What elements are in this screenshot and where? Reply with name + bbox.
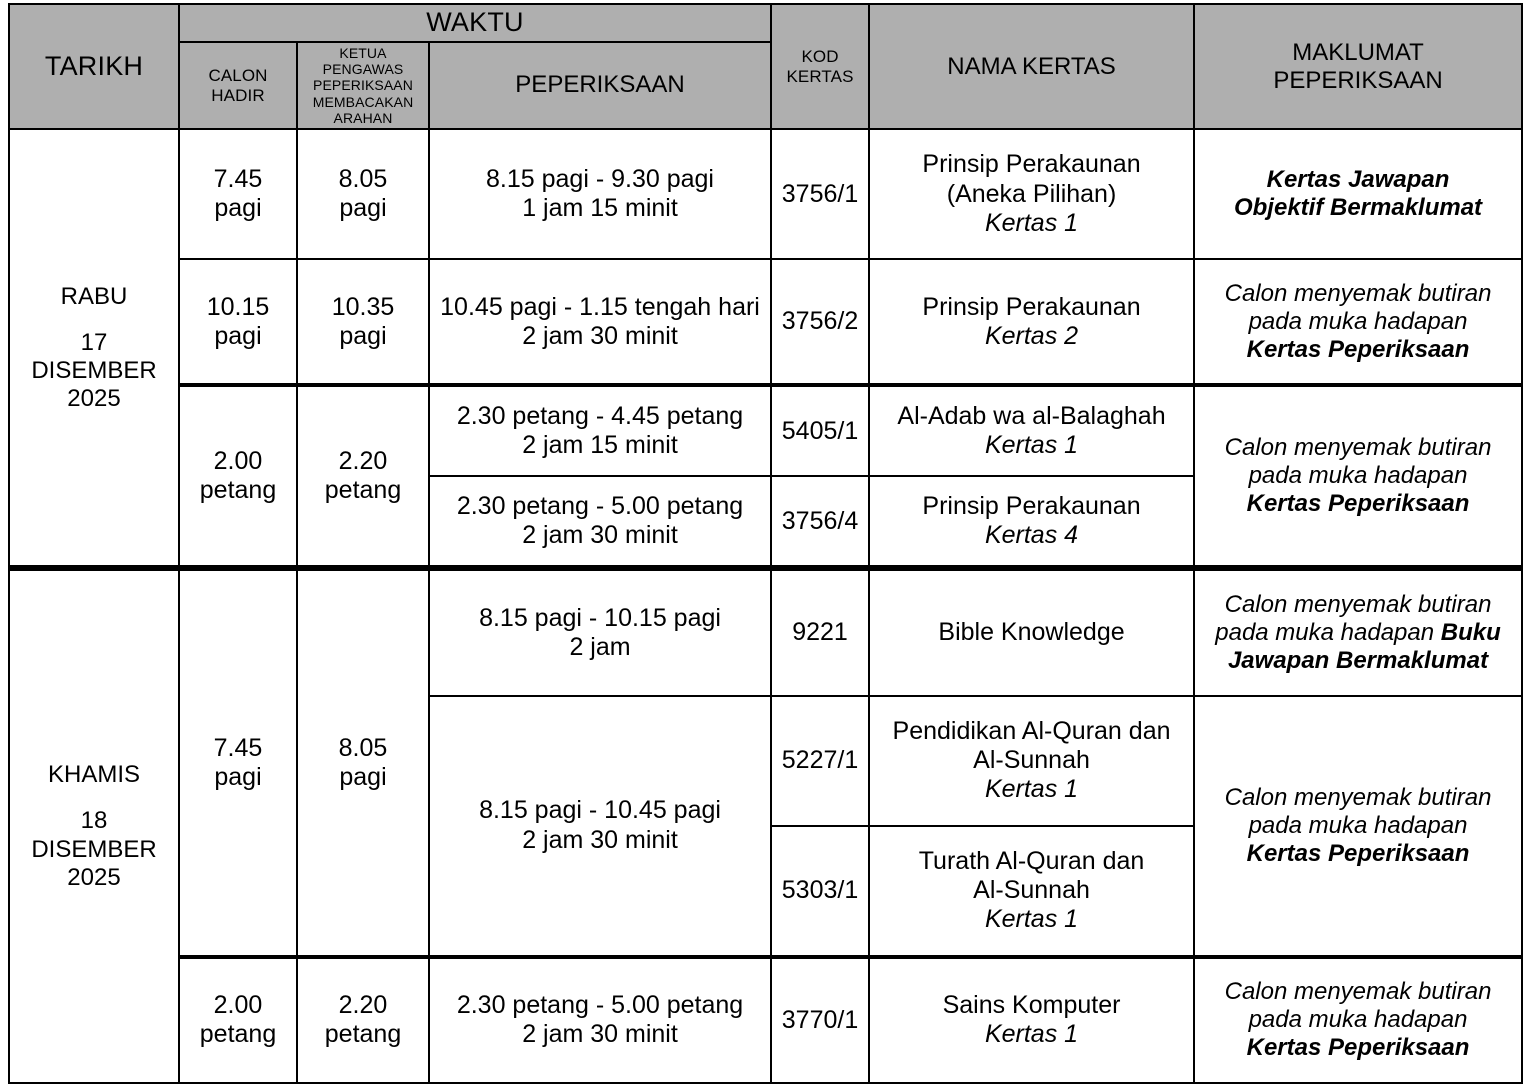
paper-name-line-1: Turath Al-Quran dan [918,846,1145,875]
exam-duration: 2 jam [569,632,631,661]
calon-hadir-line-2: HADIR [211,85,265,105]
time-line-1: 8.05 [338,165,388,194]
paper-name-line-2: Al-Sunnah [973,875,1090,904]
time-line-1: 7.45 [213,733,263,762]
ketua-line-5: ARAHAN [333,110,393,127]
ketua-pengawas-time [297,259,429,385]
paper-name-kertas: Kertas 1 [984,905,1079,934]
day-name: KHAMIS [47,761,140,789]
exam-time-range: 8.15 pagi - 10.15 pagi [479,603,721,632]
date-cell-khamis [9,568,179,1083]
exam-info-cell [1194,385,1522,568]
exam-time-range: 10.45 pagi - 1.15 tengah hari [440,292,760,321]
table-body [9,129,1522,1083]
table-row [9,957,1522,1083]
col-header-waktu: WAKTU [179,4,771,42]
paper-name-cell [869,568,1194,696]
paper-name-kertas: Kertas 4 [984,521,1079,550]
paper-name-kertas: Kertas 1 [984,775,1079,804]
col-header-nama-kertas: NAMA KERTAS [869,4,1194,129]
month-name: DISEMBER [31,835,157,863]
maklumat-line-1: MAKLUMAT [1292,38,1424,66]
info-line-1: Calon menyemak butiran [1224,783,1492,811]
exam-info-cell [1194,259,1522,385]
info-line-3: Kertas Peperiksaan [1246,335,1470,363]
paper-name-line-1: Pendidikan Al-Quran dan [892,716,1171,745]
calon-hadir-time [179,259,297,385]
paper-name-cell [869,476,1194,568]
paper-code-cell: 9221 [771,568,869,696]
time-line-2: petang [324,476,402,505]
table-row [9,385,1522,476]
time-line-1: 2.20 [338,447,388,476]
exam-time-range: 2.30 petang - 4.45 petang [456,402,744,431]
paper-name-line-2: Al-Sunnah [973,746,1090,775]
info-line-3: Kertas Peperiksaan [1246,839,1470,867]
info-line-1: Calon menyemak butiran [1224,978,1492,1006]
calon-hadir-time [179,129,297,259]
exam-duration: 2 jam 30 minit [522,1020,678,1049]
info-line-2: pada muka hadapan [1248,462,1468,490]
paper-code-cell: 3756/1 [771,129,869,259]
time-line-2: petang [199,1020,277,1049]
time-line-2: pagi [339,194,387,223]
ketua-line-1: KETUA [339,44,387,61]
paper-name-cell [869,957,1194,1083]
exam-timetable-sheet [8,3,1521,1084]
col-header-maklumat-peperiksaan [1194,4,1522,129]
exam-info-cell [1194,957,1522,1083]
paper-name-line-1: Al-Adab wa al-Balaghah [897,402,1166,431]
day-number: 18 [80,807,108,835]
paper-name-line-1: Prinsip Perakaunan [922,491,1141,520]
time-line-1: 2.00 [213,447,263,476]
paper-name-cell [869,129,1194,259]
exam-time-range: 2.30 petang - 5.00 petang [456,991,744,1020]
paper-name-kertas: Kertas 1 [984,208,1079,237]
day-number: 17 [80,328,108,356]
table-header [9,4,1522,129]
col-header-peperiksaan: PEPERIKSAAN [429,42,771,130]
time-line-2: pagi [214,321,262,350]
table-row [9,129,1522,259]
year: 2025 [67,863,121,891]
maklumat-line-2: PEPERIKSAAN [1273,66,1443,94]
time-line-1: 10.35 [331,292,395,321]
info-line-2: Objektif Bermaklumat [1233,194,1483,222]
exam-time-cell [429,957,771,1083]
info-line-3: Kertas Peperiksaan [1246,1034,1470,1062]
year: 2025 [67,384,121,412]
paper-name-cell [869,385,1194,476]
exam-duration: 2 jam 30 minit [522,825,678,854]
time-line-1: 8.05 [338,733,388,762]
time-line-2: petang [199,476,277,505]
paper-name-line-1: Prinsip Perakaunan [922,292,1141,321]
info-line-2: pada muka hadapan [1248,1006,1468,1034]
paper-name-line-1: Sains Komputer [942,991,1121,1020]
paper-name-cell [869,259,1194,385]
table-row [9,568,1522,696]
exam-time-cell [429,696,771,957]
ketua-line-4: MEMBACAKAN [312,93,414,110]
time-line-1: 7.45 [213,165,263,194]
paper-code-cell: 3756/2 [771,259,869,385]
info-line-3: Jawapan Bermaklumat [1227,647,1489,674]
paper-code-cell: 5303/1 [771,826,869,957]
paper-name-kertas: Kertas 1 [984,431,1079,460]
table-row [9,259,1522,385]
info-line-2: pada muka hadapan [1248,307,1468,335]
exam-time-range: 8.15 pagi - 10.45 pagi [479,796,721,825]
paper-code-cell: 3770/1 [771,957,869,1083]
header-row-1 [9,4,1522,42]
calon-hadir-time [179,385,297,568]
col-header-tarikh: TARIKH [9,4,179,129]
paper-code-cell: 5405/1 [771,385,869,476]
exam-timetable-table [8,3,1523,1084]
ketua-pengawas-time [297,129,429,259]
paper-name-line-1: Prinsip Perakaunan [922,150,1141,179]
exam-info-cell [1194,696,1522,957]
time-line-2: pagi [214,194,262,223]
exam-duration: 2 jam 30 minit [522,521,678,550]
exam-time-cell [429,385,771,476]
time-line-1: 2.00 [213,991,263,1020]
paper-name-kertas: Kertas 2 [984,321,1079,350]
kod-kertas-line-2: KERTAS [786,66,854,86]
exam-time-cell [429,259,771,385]
exam-info-cell [1194,568,1522,696]
time-line-1: 2.20 [338,991,388,1020]
time-line-1: 10.15 [206,292,270,321]
paper-code-cell: 5227/1 [771,696,869,826]
info-line-2: pada muka hadapan [1215,618,1441,646]
ketua-pengawas-time [297,385,429,568]
kod-kertas-line-1: KOD [801,46,839,66]
paper-name-line-2: (Aneka Pilihan) [946,179,1117,208]
ketua-line-3: PEPERIKSAAN [313,77,413,94]
info-line-1: Kertas Jawapan [1266,166,1450,194]
paper-code-cell: 3756/4 [771,476,869,568]
exam-time-range: 2.30 petang - 5.00 petang [456,491,744,520]
paper-name-cell [869,696,1194,826]
exam-time-range: 8.15 pagi - 9.30 pagi [486,165,714,194]
info-line-1: Calon menyemak butiran [1224,279,1492,307]
col-header-kod-kertas [771,4,869,129]
info-line-2: pada muka hadapan [1248,811,1468,839]
paper-name-line-1: Bible Knowledge [938,618,1125,647]
ketua-pengawas-time [297,568,429,957]
ketua-line-2: PENGAWAS [322,60,404,77]
exam-duration: 1 jam 15 minit [522,194,678,223]
calon-hadir-time [179,568,297,957]
time-line-2: pagi [339,762,387,791]
col-header-calon-hadir [179,42,297,130]
time-line-2: petang [324,1020,402,1049]
ketua-pengawas-time [297,957,429,1083]
exam-time-cell [429,568,771,696]
col-header-ketua-pengawas [297,42,429,130]
info-line-2-bold: Buku [1440,618,1501,646]
time-line-2: pagi [214,762,262,791]
paper-name-cell [869,826,1194,957]
exam-time-cell [429,129,771,259]
info-line-3: Kertas Peperiksaan [1246,490,1470,518]
exam-info-cell [1194,129,1522,259]
calon-hadir-time [179,957,297,1083]
exam-duration: 2 jam 15 minit [522,431,678,460]
date-cell-rabu [9,129,179,568]
month-name: DISEMBER [31,356,157,384]
info-line-1: Calon menyemak butiran [1224,590,1492,618]
time-line-2: pagi [339,321,387,350]
calon-hadir-line-1: CALON [208,65,268,85]
paper-name-kertas: Kertas 1 [984,1020,1079,1049]
info-line-1: Calon menyemak butiran [1224,434,1492,462]
exam-duration: 2 jam 30 minit [522,321,678,350]
exam-time-cell [429,476,771,568]
day-name: RABU [60,282,128,310]
